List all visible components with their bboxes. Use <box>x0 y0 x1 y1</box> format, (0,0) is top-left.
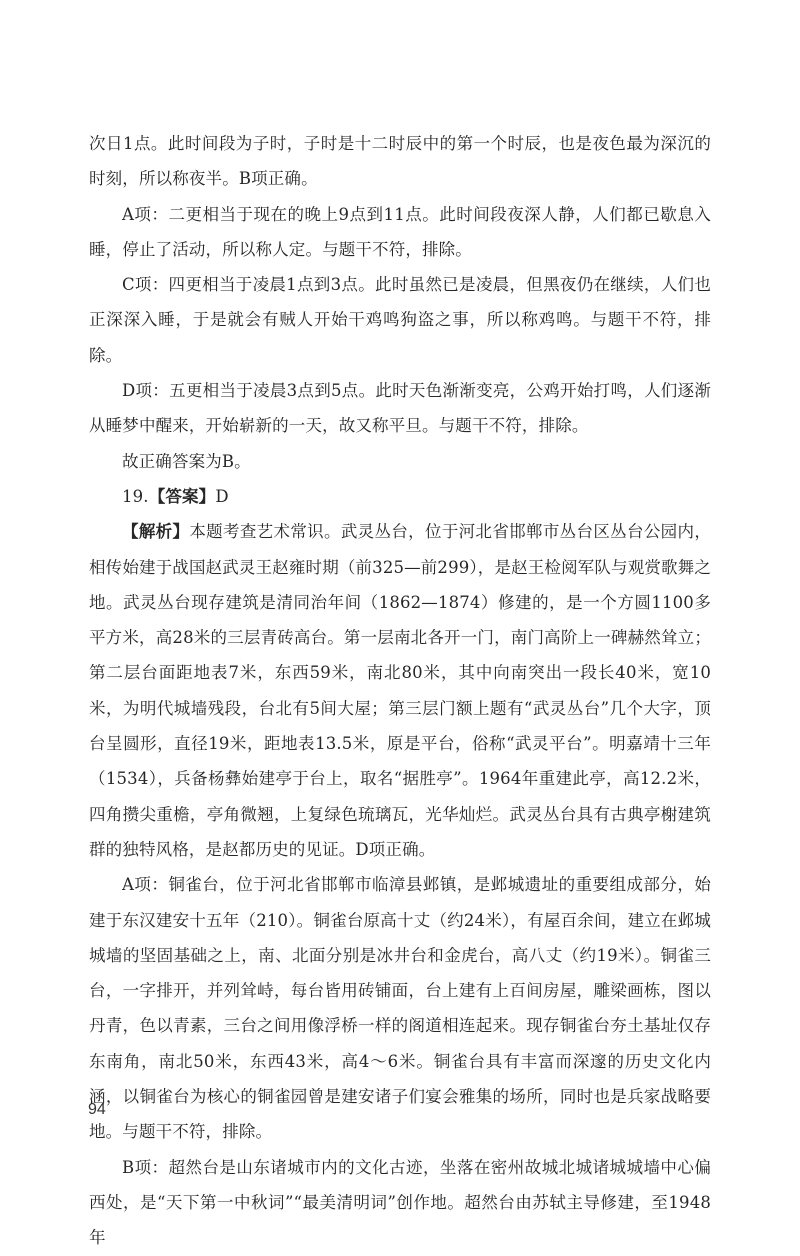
paragraph <box>89 479 711 514</box>
paragraph-text: 次日1点。此时间段为子时，子时是十二时辰中的第一个时辰，也是夜色最为深沉的时刻，所以称夜半。B项正确。 <box>89 134 711 189</box>
paragraph <box>89 267 711 373</box>
page-number: 94 <box>88 1101 106 1118</box>
paragraph <box>89 197 711 268</box>
paragraph <box>89 1150 711 1256</box>
paragraph-text: D项：五更相当于凌晨3点到5点。此时天色渐渐变亮，公鸡开始打鸣，人们逐渐从睡梦中醒来，开始崭新的一天，故又称平旦。与题干不符，排除。 <box>89 381 711 436</box>
bold-label: 【答案】 <box>148 486 216 506</box>
paragraph-text: A项：二更相当于现在的晚上9点到11点。此时间段夜深人静，人们都已歇息入睡，停止了活动，所以称人定。与题干不符，排除。 <box>89 204 711 259</box>
paragraph <box>89 444 711 479</box>
paragraph-text: A项：铜雀台，位于河北省邯郸市临漳县邺镇，是邺城遗址的重要组成部分，始建于东汉建安十五年（210）。铜雀台原高十丈（约24米），有屋百余间，建立在邺城城墙的坚固基础之上，南、北面分别是冰井台和金虎台，高八丈（约19米）。铜雀三台，一字排开，并列耸峙，每台皆用砖铺面，台上建有上百间房屋，雕梁画栋，图以丹青，色以青素，三台之间用像浮桥一样的阁道相连起来。现存铜雀台夯土基址仅存东南角，南北50米，东西43米，高4～6米。铜雀台具有丰富而深邃的历史文化内涵，以铜雀台为核心的铜雀园曾是建安诸子们宴会雅集的场所，同时也是兵家战略要地。与题干不符，排除。 <box>89 875 711 1142</box>
body-text <box>89 126 711 1256</box>
paragraph-text: B项：超然台是山东诸城市内的文化古迹，坐落在密州故城北城诸城城墙中心偏西处，是“天下第一中秋词”“最美清明词”创作地。超然台由苏轼主导修建，至1948年 <box>89 1157 711 1248</box>
paragraph <box>89 867 711 1149</box>
paragraph-text: 故正确答案为B。 <box>122 451 251 471</box>
paragraph-text: 本题考查艺术常识。武灵丛台，位于河北省邯郸市丛台区丛台公园内，相传始建于战国赵武灵王赵雍时期（前325—前299），是赵王检阅军队与观赏歌舞之地。武灵丛台现存建筑是清同治年间（1862—1874）修建的，是一个方圆1100多平方米，高28米的三层青砖高台。第一层南北各开一门，南门高阶上一碑赫然耸立；第二层台面距地表7米，东西59米，南北80米，其中向南突出一段长40米，宽10米，为明代城墙残段，台北有5间大屋；第三层门额上题有“武灵丛台”几个大字，顶台呈圆形，直径19米，距地表13.5米，原是平台，俗称“武灵平台”。明嘉靖十三年（1534），兵备杨彝始建亭于台上，取名“据胜亭”。1964年重建此亭，高12.2米，四角攒尖重檐，亭角微翘，上复绿色琉璃瓦，光华灿烂。武灵丛台具有古典亭榭建筑群的独特风格，是赵都历史的见证。D项正确。 <box>89 522 711 859</box>
paragraph-text: 19. <box>122 486 149 506</box>
paragraph-text: C项：四更相当于凌晨1点到3点。此时虽然已是凌晨，但黑夜仍在继续，人们也正深深入睡，于是就会有贼人开始干鸡鸣狗盗之事，所以称鸡鸣。与题干不符，排除。 <box>89 275 711 365</box>
paragraph-text: D <box>215 486 229 506</box>
paragraph <box>89 514 711 867</box>
bold-label: 【解析】 <box>122 522 190 542</box>
paragraph <box>89 126 711 197</box>
paragraph <box>89 373 711 444</box>
